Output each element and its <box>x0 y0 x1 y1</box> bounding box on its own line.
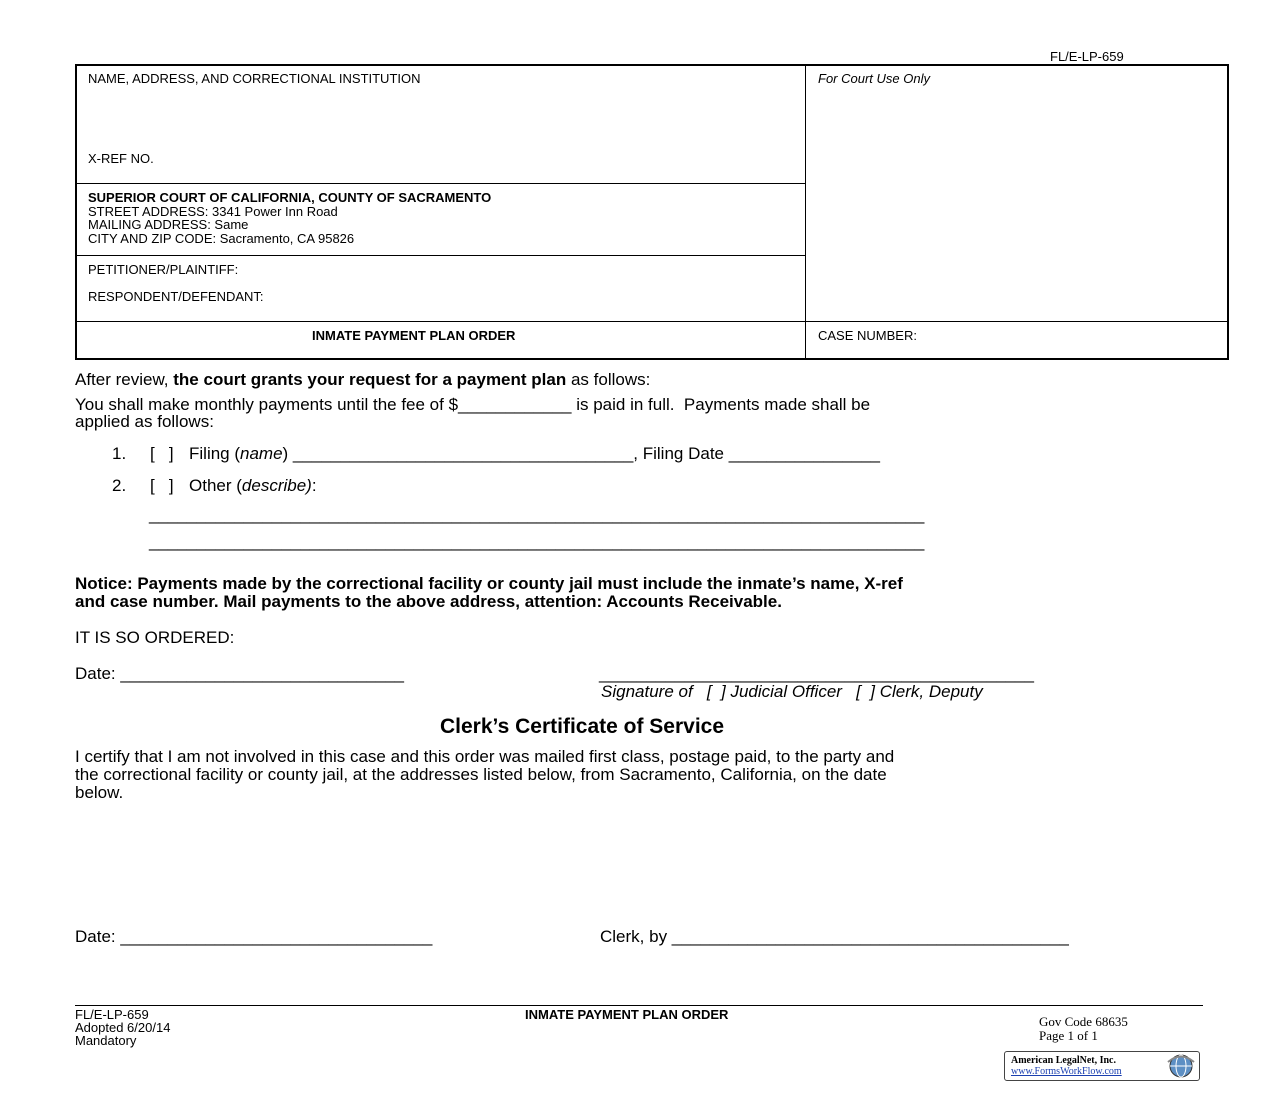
certificate-text-3: below. <box>75 783 124 802</box>
footer-adopted: Adopted 6/20/14 <box>75 1020 171 1035</box>
certificate-text-2: the correctional facility or county jail, at the addresses listed below, from Sacramento, California, on the date <box>75 765 887 784</box>
court-use-label: For Court Use Only <box>818 71 930 86</box>
item-1-checkbox[interactable]: [ ] <box>150 444 174 463</box>
intro-text: After review, the court grants your request for a payment plan as follows: <box>75 370 651 389</box>
notice-line-1: Notice: Payments made by the correctional facility or county jail must include the inmate’s name, X-ref <box>75 574 903 593</box>
caption-divider-2 <box>75 255 806 256</box>
payment-line-1: You shall make monthly payments until the fee of $____________ is paid in full. Payments made shall be <box>75 395 871 414</box>
name-address-label: NAME, ADDRESS, AND CORRECTIONAL INSTITUTION <box>88 71 421 86</box>
mailing-address: MAILING ADDRESS: Same <box>88 217 249 232</box>
form-id-top: FL/E-LP-659 <box>1050 49 1124 64</box>
caption-divider-1 <box>75 183 806 184</box>
signature-line[interactable]: ______________________________________________ <box>599 664 1034 683</box>
item-1-number: 1. <box>112 444 127 463</box>
order-date-line[interactable]: Date: ______________________________ <box>75 664 404 683</box>
so-ordered: IT IS SO ORDERED: <box>75 628 235 647</box>
caption-divider-3 <box>75 321 1229 322</box>
item-2-other-line: Other (describe): <box>189 476 317 495</box>
case-number-label: CASE NUMBER: <box>818 328 917 343</box>
legalnet-logo <box>1004 1051 1200 1081</box>
petitioner-label: PETITIONER/PLAINTIFF: <box>88 262 239 277</box>
certificate-title: Clerk’s Certificate of Service <box>440 715 725 738</box>
item-1-filing-line: Filing (name) ____________________________________, Filing Date ________________ <box>189 444 880 463</box>
item-2-checkbox[interactable]: [ ] <box>150 476 174 495</box>
footer-form-id: FL/E-LP-659 <box>75 1007 149 1022</box>
describe-blank-line-2[interactable]: __________________________________________________________________________________ <box>149 532 925 551</box>
respondent-label: RESPONDENT/DEFENDANT: <box>88 289 264 304</box>
form-title: INMATE PAYMENT PLAN ORDER <box>312 328 516 343</box>
signature-caption: Signature of [ ] Judicial Officer [ ] Clerk, Deputy <box>601 682 983 701</box>
clerk-by-line[interactable]: Clerk, by __________________________________________ <box>600 927 1069 946</box>
court-name: SUPERIOR COURT OF CALIFORNIA, COUNTY OF SACRAMENTO <box>88 190 492 205</box>
globe-icon <box>1165 1053 1197 1079</box>
footer-mandatory: Mandatory <box>75 1033 137 1048</box>
footer-rule <box>75 1005 1203 1006</box>
city-zip: CITY AND ZIP CODE: Sacramento, CA 95826 <box>88 231 355 246</box>
describe-blank-line-1[interactable]: __________________________________________________________________________________ <box>149 505 925 524</box>
caption-divider-vertical <box>805 64 806 360</box>
logo-url-link[interactable]: www.FormsWorkFlow.com <box>1011 1066 1122 1077</box>
xref-label: X-REF NO. <box>88 151 154 166</box>
footer-page: Page 1 of 1 <box>1039 1028 1098 1043</box>
logo-company-name: American LegalNet, Inc. <box>1011 1055 1116 1066</box>
certificate-text-1: I certify that I am not involved in this case and this order was mailed first class, postage paid, to the party and <box>75 747 895 766</box>
notice-line-2: and case number. Mail payments to the above address, attention: Accounts Receivable. <box>75 592 782 611</box>
certificate-date-line[interactable]: Date: _________________________________ <box>75 927 433 946</box>
item-2-number: 2. <box>112 476 127 495</box>
footer-title: INMATE PAYMENT PLAN ORDER <box>525 1007 729 1022</box>
footer-gov-code: Gov Code 68635 <box>1039 1014 1128 1029</box>
payment-line-2: applied as follows: <box>75 412 214 431</box>
street-address: STREET ADDRESS: 3341 Power Inn Road <box>88 204 338 219</box>
